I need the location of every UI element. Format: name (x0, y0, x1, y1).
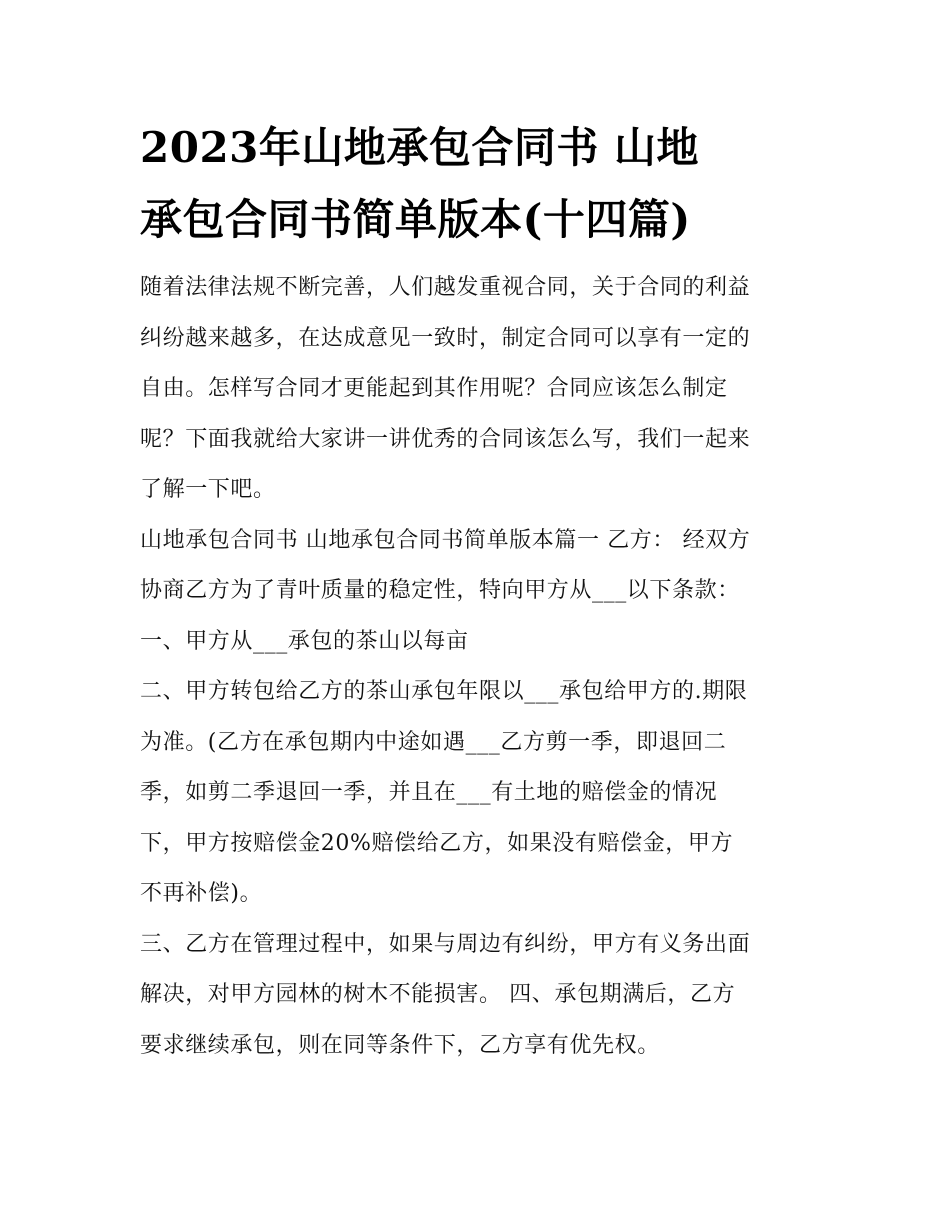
clause-three-four (140, 920, 815, 1072)
text-line: 三、乙方在管理过程中，如果与周边有纠纷，甲方有义务出面 (140, 931, 751, 957)
document-page (140, 112, 815, 1071)
document-title (140, 112, 815, 256)
text-line: 协商乙方为了青叶质量的稳定性，特向甲方从___以下条款： (140, 578, 740, 603)
clause-two (140, 667, 815, 920)
text-line: 随着法律法规不断完善，人们越发重视合同，关于合同的利益 (140, 275, 751, 300)
text-line: 呢？下面我就给大家讲一讲优秀的合同该怎么写，我们一起来 (140, 426, 751, 452)
document-body (140, 263, 815, 1071)
text-line: 解决，对甲方园林的树木不能损害。 四、承包期满后，乙方 (140, 982, 736, 1007)
text-line: 季，如剪二季退回一季，并且在___有土地的赔偿金的情况 (140, 780, 718, 805)
text-line: 自由。怎样写合同才更能起到其作用呢？合同应该怎么制定 (140, 376, 728, 401)
text-line: 了解一下吧。 (140, 477, 276, 502)
text-line: 二、甲方转包给乙方的茶山承包年限以___承包给甲方的.期限 (140, 679, 748, 704)
text-line: 山地承包合同书 山地承包合同书简单版本篇一 乙方： 经双方 (140, 527, 751, 553)
clause-one (140, 617, 815, 668)
text-line: 为准。(乙方在承包期内中途如遇___乙方剪一季，即退回二 (140, 729, 727, 755)
title-line: 2023年山地承包合同书 山地 (140, 123, 700, 172)
contract-heading-paragraph (140, 516, 815, 617)
text-line: 纠纷越来越多，在达成意见一致时，制定合同可以享有一定的 (140, 325, 751, 351)
text-line: 要求继续承包，则在同等条件下，乙方享有优先权。 (140, 1032, 660, 1058)
intro-paragraph (140, 263, 815, 516)
text-line: 不再补偿)。 (140, 881, 263, 906)
text-line: 一、甲方从___承包的茶山以每亩 (140, 628, 469, 654)
text-line: 下，甲方按赔偿金20%赔偿给乙方，如果没有赔偿金，甲方 (140, 830, 734, 856)
title-line: 承包合同书简单版本(十四篇) (140, 195, 691, 244)
